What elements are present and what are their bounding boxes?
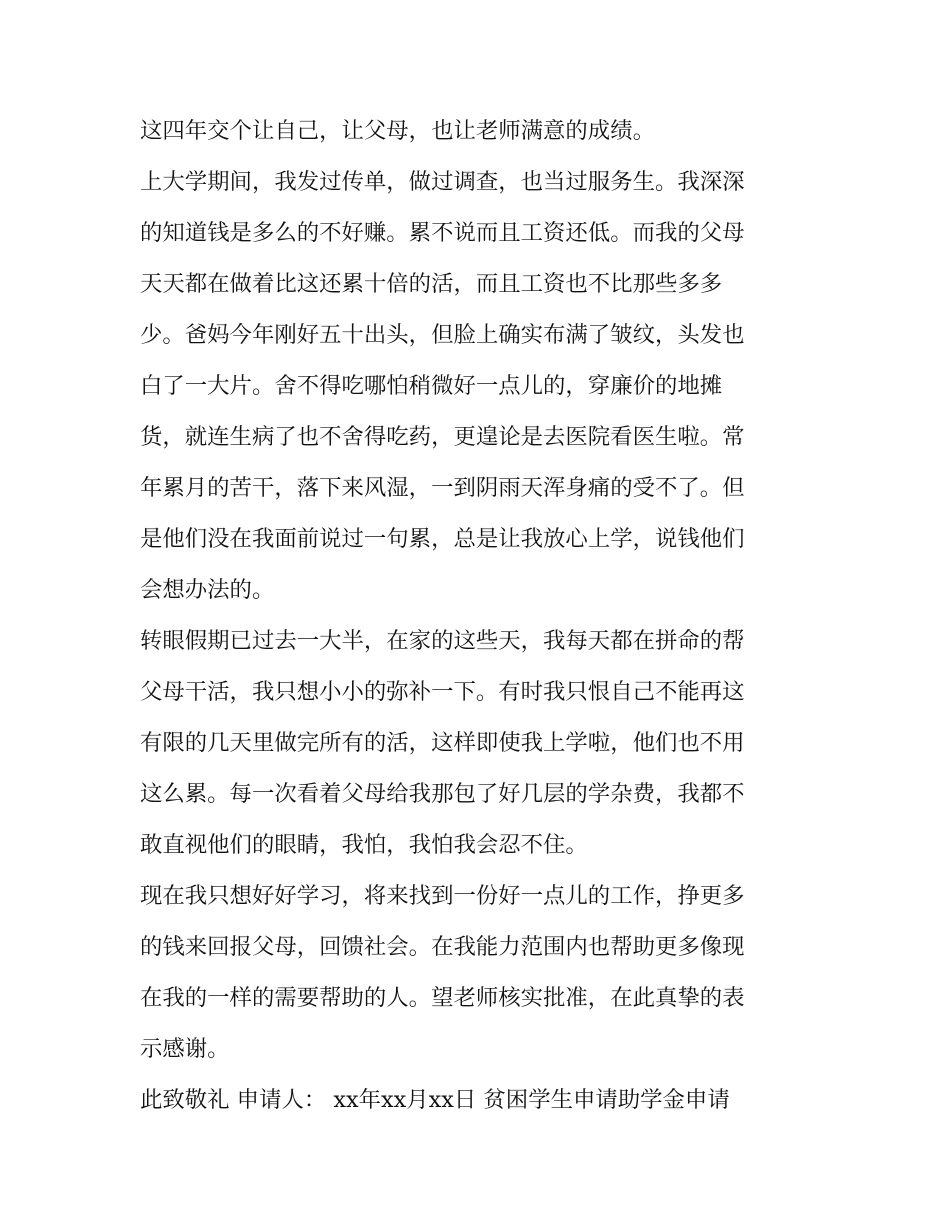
- text-line: 是他们没在我面前说过一句累，总是让我放心上学，说钱他们: [140, 526, 745, 552]
- text-line: 上大学期间，我发过传单，做过调查，也当过服务生。我深深: [140, 169, 745, 195]
- text-line: 这四年交个让自己，让父母，也让老师满意的成绩。: [140, 118, 655, 144]
- text-line: 在我的一样的需要帮助的人。望老师核实批准，在此真挚的表: [140, 985, 745, 1011]
- text-line: 父母干活，我只想小小的弥补一下。有时我只恨自己不能再这: [140, 679, 745, 705]
- text-line: 天天都在做着比这还累十倍的活，而且工资也不比那些多多: [140, 271, 723, 297]
- text-line: 敢直视他们的眼睛，我怕，我怕我会忍不住。: [140, 832, 588, 858]
- text-line: 少。爸妈今年刚好五十出头，但脸上确实布满了皱纹，头发也: [140, 322, 745, 348]
- text-line: 此致敬礼 申请人： xx年xx月xx日 贫困学生申请助学金申请: [140, 1087, 730, 1113]
- document-body: [140, 106, 820, 1126]
- text-line: 的钱来回报父母，回馈社会。在我能力范围内也帮助更多像现: [140, 934, 745, 960]
- text-line: 这么累。每一次看着父母给我那包了好几层的学杂费，我都不: [140, 781, 745, 807]
- text-line: 转眼假期已过去一大半，在家的这些天，我每天都在拼命的帮: [140, 628, 745, 654]
- text-line: 会想办法的。: [140, 577, 275, 603]
- text-line: 有限的几天里做完所有的活，这样即使我上学啦，他们也不用: [140, 730, 745, 756]
- text-line: 示感谢。: [140, 1036, 230, 1062]
- text-line: 白了一大片。舍不得吃哪怕稍微好一点儿的，穿廉价的地摊: [140, 373, 723, 399]
- text-line: 的知道钱是多么的不好赚。累不说而且工资还低。而我的父母: [140, 220, 745, 246]
- text-line: 现在我只想好好学习，将来找到一份好一点儿的工作，挣更多: [140, 883, 745, 909]
- text-line: 货，就连生病了也不舍得吃药，更遑论是去医院看医生啦。常: [140, 424, 745, 450]
- text-line: 年累月的苦干，落下来风湿，一到阴雨天浑身痛的受不了。但: [140, 475, 745, 501]
